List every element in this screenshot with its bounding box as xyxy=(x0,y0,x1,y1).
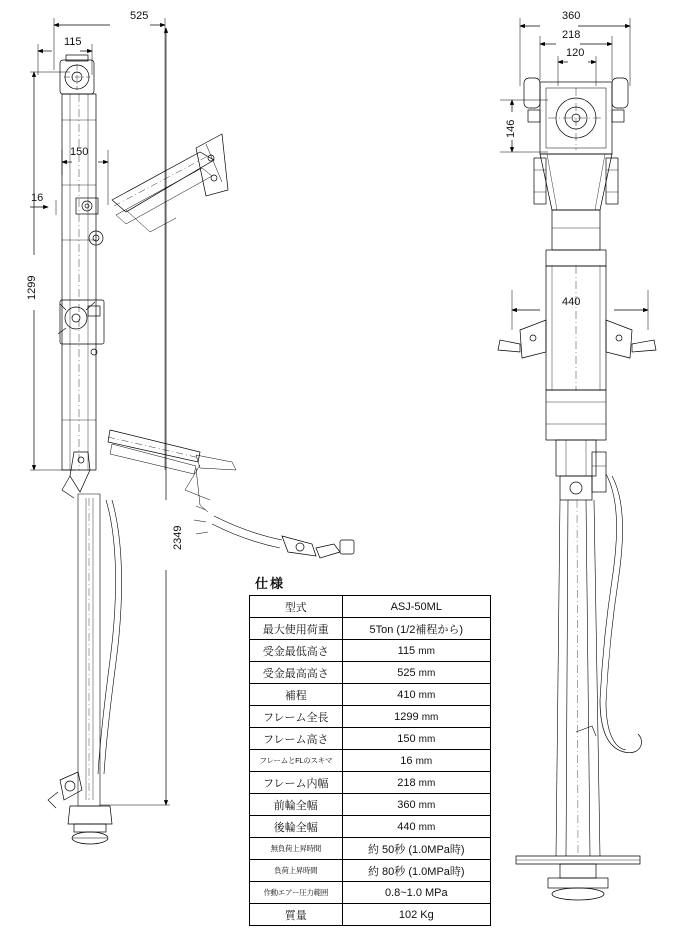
spec-value xyxy=(342,728,490,750)
spec-label: 無負荷上昇時間 xyxy=(250,838,343,860)
table-row xyxy=(250,816,491,838)
spec-value-number: 218 xyxy=(397,776,416,789)
dimension-1299: 1299 xyxy=(26,275,38,300)
dimension-360: 360 xyxy=(562,10,581,22)
spec-table xyxy=(249,595,491,926)
table-row xyxy=(250,618,491,640)
spec-value-unit: mm xyxy=(415,755,433,767)
table-row xyxy=(250,662,491,684)
dimension-16: 16 xyxy=(31,192,44,204)
spec-value: 5Ton (1/2補程から) xyxy=(342,618,490,640)
spec-value xyxy=(342,772,490,794)
spec-value-unit: mm xyxy=(418,799,436,811)
table-row xyxy=(250,794,491,816)
spec-value: 0.8~1.0 MPa xyxy=(342,882,490,904)
spec-label: フレーム高さ xyxy=(250,728,343,750)
table-row xyxy=(250,838,491,860)
table-row xyxy=(250,882,491,904)
table-row xyxy=(250,640,491,662)
spec-value-unit: mm xyxy=(418,777,436,789)
dimension-120: 120 xyxy=(566,47,585,59)
spec-label: 負荷上昇時間 xyxy=(250,860,343,882)
table-row xyxy=(250,684,491,706)
spec-value-unit: mm xyxy=(418,821,436,833)
spec-label: 受金最高高さ xyxy=(250,662,343,684)
spec-value: 102 Kg xyxy=(342,904,490,926)
spec-value-number: 440 xyxy=(397,820,416,833)
spec-label: フレーム内幅 xyxy=(250,772,343,794)
spec-value-number: 410 xyxy=(397,688,416,701)
spec-value: 約 50秒 (1.0MPa時) xyxy=(342,838,490,860)
table-row xyxy=(250,772,491,794)
dimension-146: 146 xyxy=(505,119,517,138)
table-row xyxy=(250,860,491,882)
spec-value-unit: mm xyxy=(418,733,436,745)
table-row xyxy=(250,750,491,772)
table-row xyxy=(250,904,491,926)
spec-value-number: 115 xyxy=(397,644,416,657)
spec-value-unit: mm xyxy=(418,645,435,657)
spec-value-unit: mm xyxy=(418,689,436,701)
spec-label: 作動エアー圧力範囲 xyxy=(250,882,343,904)
spec-value xyxy=(342,794,490,816)
table-row xyxy=(250,706,491,728)
dimension-115: 115 xyxy=(64,36,82,48)
spec-value-number: 16 xyxy=(400,754,413,767)
spec-value xyxy=(342,750,490,772)
spec-value-number: 360 xyxy=(397,798,416,811)
spec-value xyxy=(342,816,490,838)
spec-value xyxy=(342,684,490,706)
spec-label: 補程 xyxy=(250,684,343,706)
spec-label: 型式 xyxy=(250,596,343,618)
spec-value xyxy=(342,662,490,684)
spec-value-number: 525 xyxy=(397,666,416,679)
spec-label: フレームとFLのスキマ xyxy=(250,750,343,772)
spec-label: 最大使用荷重 xyxy=(250,618,343,640)
spec-value: ASJ-50ML xyxy=(342,596,490,618)
spec-table-container xyxy=(249,573,491,926)
dimension-218: 218 xyxy=(562,29,581,41)
spec-value-number: 1299 xyxy=(394,710,419,723)
table-row xyxy=(250,728,491,750)
spec-label: フレーム全長 xyxy=(250,706,343,728)
dimension-525: 525 xyxy=(130,10,149,22)
spec-value xyxy=(342,640,490,662)
spec-value xyxy=(342,706,490,728)
spec-value-unit: mm xyxy=(421,711,439,723)
dimension-2349: 2349 xyxy=(172,525,184,550)
dimension-150: 150 xyxy=(70,146,89,158)
spec-value: 約 80秒 (1.0MPa時) xyxy=(342,860,490,882)
spec-value-number: 150 xyxy=(397,732,416,745)
spec-value-unit: mm xyxy=(418,667,436,679)
dimension-440: 440 xyxy=(562,296,581,308)
spec-label: 受金最低高さ xyxy=(250,640,343,662)
spec-label: 後輪全幅 xyxy=(250,816,343,838)
spec-table-title: 仕様 xyxy=(255,576,286,591)
spec-label: 前輪全幅 xyxy=(250,794,343,816)
spec-label: 質量 xyxy=(250,904,343,926)
table-row xyxy=(250,596,491,618)
